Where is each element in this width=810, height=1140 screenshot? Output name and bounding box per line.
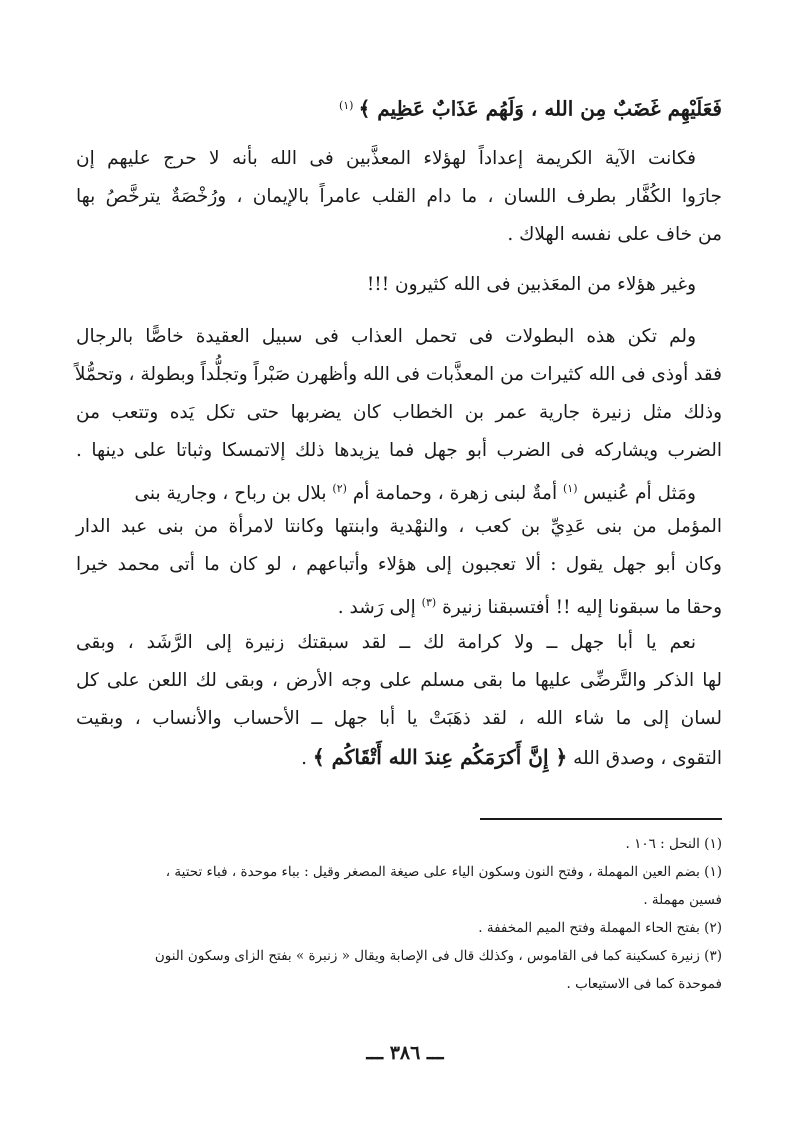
text-segment: وحقا ما سبقونا إليه !! أفتسبقنا زنيرة — [442, 597, 722, 619]
text-segment: التقوى ، وصدق الله — [573, 748, 722, 769]
text-line: جارَوا الكُفَّار بطرف اللسان ، ما دام القلب عامراً بالإيمان ، ورُخْصَةٌ يترخَّصُ بها — [76, 186, 722, 207]
text-segment: إلى رَشد . — [337, 597, 416, 619]
footnote: (٣) زنيرة كسكينة كما فى القاموس ، وكذلك قال فى الإصابة ويقال « زنبرة » بفتح الزاى وسكون النون — [154, 948, 722, 964]
text-line — [76, 738, 722, 776]
text-segment: بلال بن رباح ، وجارية بنى — [134, 483, 327, 505]
text-line: المؤمل من بنى عَدِيِّ بن كعب ، والنهْدية وابنتها وكانتا لامرأة من بنى عبد الدار — [76, 516, 722, 537]
footnote-separator — [480, 818, 722, 820]
text-line: لها الذكر والتَّرضِّى عليها ما بقى مسلم على وجه الأرض ، وبقى لك اللعن على كل — [76, 670, 722, 691]
text-line: فكانت الآية الكريمة إعداداً لهؤلاء المعذَّبين فى الله بأنه لا حرج عليهم إن — [76, 148, 696, 169]
footnote: (٢) بفتح الحاء المهملة وفتح الميم المخففة . — [478, 920, 722, 936]
paragraph-1 — [76, 140, 722, 254]
footnotes — [76, 830, 722, 998]
footnote: فسين مهملة . — [643, 892, 722, 908]
paragraph-5 — [76, 624, 722, 776]
footnote: (١) بضم العين المهملة ، وفتح النون وسكون الياء على صيغة المصغر وقيل : بباء موحدة ، فباء تحتية ، — [165, 864, 722, 880]
text-segment: أمةٌ لبنى زهرة ، وحمامة أم — [352, 483, 558, 505]
footnote-ref: (١) — [338, 99, 354, 112]
footnote: فموحدة كما فى الاستيعاب . — [566, 976, 722, 992]
quran-verse: فَعَلَيْهِم غَضَبٌ مِن الله ، وَلَهُم عَذَابٌ عَظِيم ﴾ — [358, 96, 722, 121]
text-line: ولم تكن هذه البطولات فى تحمل العذاب فى سبيل العقيدة خاصًّا بالرجال — [76, 326, 696, 347]
paragraph-2 — [76, 266, 722, 304]
footnote-ref: (٢) — [332, 482, 347, 495]
text-line: وغير هؤلاء من المعَذبين فى الله كثيرون !!! — [366, 274, 696, 295]
text-line: نعم يا أبا جهل ــ ولا كرامة لك ــ لقد سبقتك زنيرة إلى الرَّشَد ، وبقى — [76, 632, 696, 653]
verse-line — [76, 86, 722, 126]
paragraph-3 — [76, 318, 722, 470]
footnote-ref: (١) — [563, 482, 578, 495]
text-line: وكان أبو جهل يقول : ألا تعجبون إلى هؤلاء وأتباعهم ، لو كان ما أتى محمد خيرا — [76, 554, 722, 575]
paragraph-4 — [76, 470, 722, 622]
footnote-ref: (٣) — [421, 596, 437, 609]
text-line: فقد أوذى فى الله كثيرات من المعذَّبات فى الله وأظهرن صَبْراً وتجلُّداً وبطولة ، وتحمُّلاً — [74, 364, 722, 385]
text-line: وذلك مثل زنيرة جارية عمر بن الخطاب كان يضربها حتى تكل يَده وتتعب من — [76, 402, 722, 423]
text-line: من خاف على نفسه الهلاك . — [507, 224, 722, 245]
text-segment: . — [301, 748, 308, 769]
page-number: ـــ ٣٨٦ ـــ — [366, 1042, 444, 1064]
quran-verse: ﴿ إِنَّ أَكرَمَكُم عِندَ الله أَتْقَاكُم ﴾ — [312, 745, 568, 769]
text-line — [76, 584, 722, 622]
text-line: الضرب ويشاركه فى الضرب أبو جهل فما يزيدها ذلك إلاتمسكا وثباتا على دينها . — [76, 440, 722, 461]
text-line: لسان إلى ما شاء الله ، لقد ذهَبَتْ يا أبا جهل ــ الأحساب والأنساب ، وبقيت — [76, 708, 722, 729]
text-segment: ومَثل أم عُنيس — [583, 483, 696, 505]
footnote: (١) النحل : ١٠٦ . — [625, 836, 722, 852]
text-line — [76, 470, 722, 508]
